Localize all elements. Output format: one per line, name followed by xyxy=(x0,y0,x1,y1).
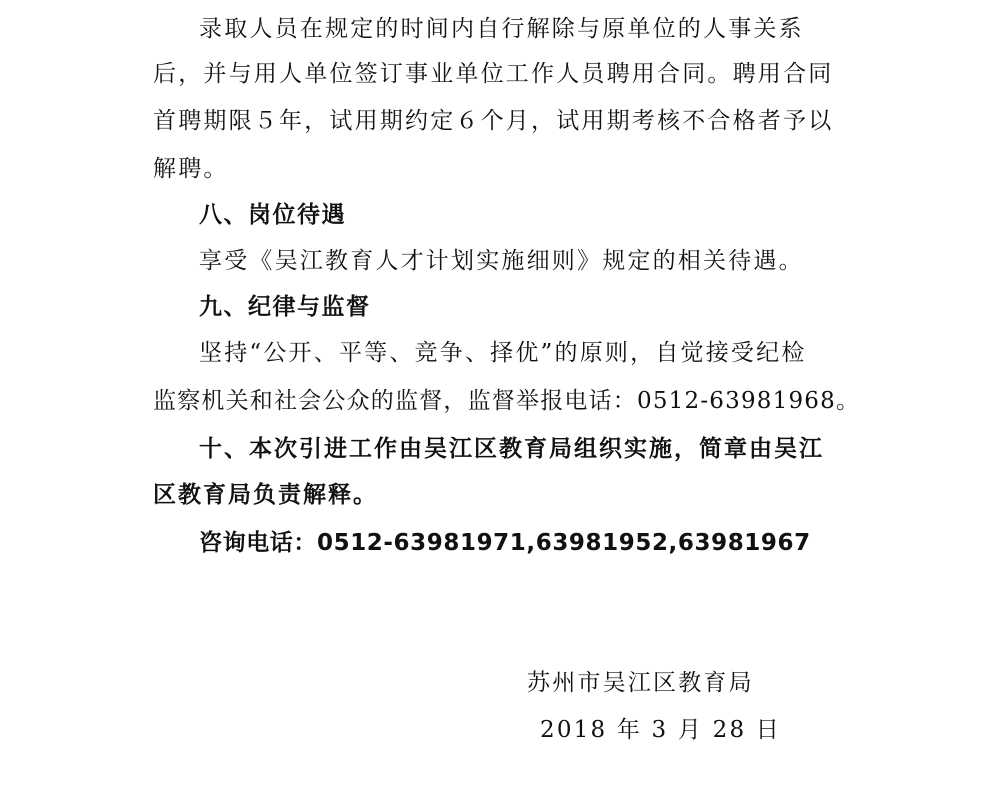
paragraph-7-line-1: 录取人员在规定的时间内自行解除与原单位的人事关系 xyxy=(199,16,804,42)
section-9-heading: 九、纪律与监督 xyxy=(199,294,371,320)
section-10-line-1: 十、本次引进工作由吴江区教育局组织实施，简章由吴江 xyxy=(199,436,824,462)
signature-org: 苏州市吴江区教育局 xyxy=(527,670,754,696)
signature-date: 2018 年 3 月 28 日 xyxy=(540,717,781,743)
paragraph-7-line-3: 首聘期限５年，试用期约定６个月，试用期考核不合格者予以 xyxy=(153,108,834,134)
section-10-line-2: 区教育局负责解释。 xyxy=(153,482,378,508)
section-9-line-2: 监察机关和社会公众的监督，监督举报电话：0512-63981968。 xyxy=(153,388,861,414)
section-8-heading: 八、岗位待遇 xyxy=(199,202,346,228)
paragraph-7-line-2: 后，并与用人单位签订事业单位工作人员聘用合同。聘用合同 xyxy=(153,61,834,87)
paragraph-7-line-4: 解聘。 xyxy=(153,156,229,182)
section-9-line-1: 坚持“公开、平等、竞争、择优”的原则，自觉接受纪检 xyxy=(199,340,807,366)
section-8-text: 享受《吴江教育人才计划实施细则》规定的相关待遇。 xyxy=(199,248,804,274)
consult-phone: 咨询电话：0512-63981971,63981952,63981967 xyxy=(199,530,811,556)
